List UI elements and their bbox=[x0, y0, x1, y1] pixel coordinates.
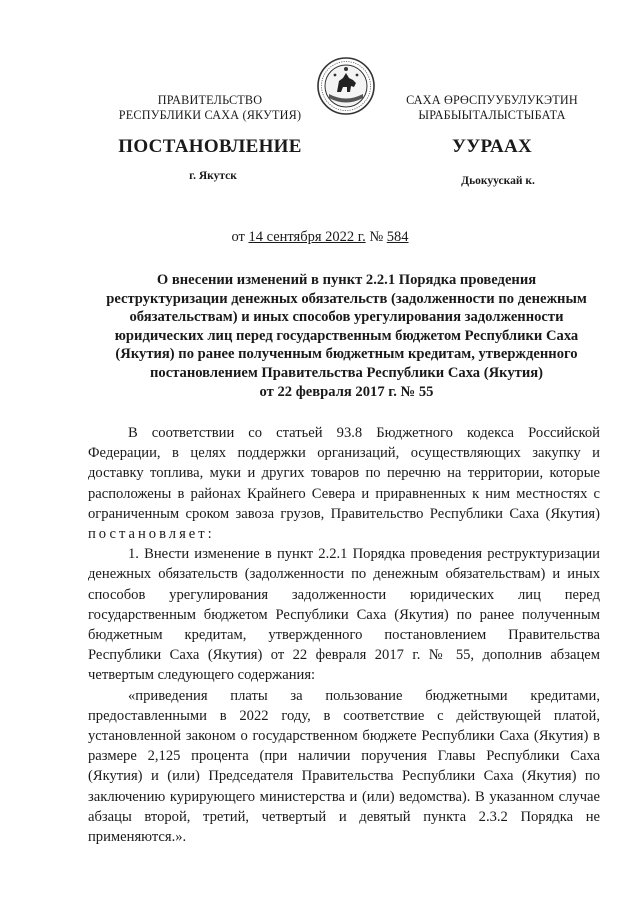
heading-line: юридических лиц перед государственным бюджетом Республики Саха bbox=[114, 327, 579, 344]
sakha-coat-of-arms-icon bbox=[316, 56, 376, 116]
dateline-prefix: от bbox=[231, 229, 245, 245]
header-right-line2: ЫРАБЫЫТАЛЫСТЫБАТА bbox=[418, 108, 566, 122]
header-right-line1: САХА ӨРӨСПУУБУЛУКЭТИН bbox=[406, 93, 578, 107]
inserted-text-paragraph: «приведения платы за пользование бюджетными кредитами, предоставленными в 2022 году, в соответствие с действующей платой, установленной законом о государственном бюджете Республики Саха (Якутия) в размере 2,125 процента (при наличии поручения Главы Республики Саха (Якутия) и (или) Председателя Правительства Республики Саха (Якутия) по заключению курирующего министерства и (или) ведомства). В указанном случае абзацы второй, третий, четвертый и девятый пункта 2.3.2 Порядка не применяются.». bbox=[88, 687, 600, 846]
decree-body bbox=[88, 423, 600, 847]
heading-line: О внесении изменений в пункт 2.2.1 Порядка проведения bbox=[156, 272, 537, 288]
decree-dateline bbox=[0, 229, 640, 246]
header-right bbox=[372, 93, 612, 123]
header-left-line2: РЕСПУБЛИКИ САХА (ЯКУТИЯ) bbox=[118, 108, 302, 122]
heading-line: обязательствам) и иных способов урегулирования задолженности bbox=[129, 309, 564, 326]
heading-line: реструктуризации денежных обязательств (задолженности по денежным bbox=[106, 290, 587, 307]
city-sah: Дьокуускай к. bbox=[461, 175, 535, 187]
number-sign: № bbox=[369, 229, 384, 245]
preamble-text: В соответствии со статьей 93.8 Бюджетного кодекса Российской Федерации, в целях поддержки организаций, осуществляющих закупку и доставку топлива, муки и других товаров по перечню на территории, которые расположены в районах Крайнего Севера и приравненных к ним местностях с ограниченным сроком завоза грузов, Правительство Республики Саха (Якутия) bbox=[88, 425, 600, 522]
resolves-keyword: постановляет: bbox=[88, 526, 215, 543]
preamble-paragraph bbox=[88, 423, 600, 544]
decree-date: 14 сентября 2022 г. bbox=[248, 229, 366, 245]
header-left bbox=[95, 93, 325, 123]
header-left-line1: ПРАВИТЕЛЬСТВО bbox=[157, 93, 263, 107]
decree-number: 584 bbox=[386, 229, 409, 245]
decree-heading bbox=[80, 271, 613, 401]
city-ru: г. Якутск bbox=[189, 170, 237, 182]
decree-title-sah: УУРААХ bbox=[451, 136, 533, 157]
heading-line: от 22 февраля 2017 г. № 55 bbox=[259, 383, 434, 400]
clause-1-paragraph: 1. Внести изменение в пункт 2.2.1 Порядка проведения реструктуризации денежных обязательств (задолженности по денежным обязательствам) и иных способов урегулирования задолженности юридических лиц перед государственным бюджетом Республики Саха (Якутия) по ранее полученным бюджетным кредитам, утвержденного постановлением Правительства Республики Саха (Якутия) от 22 февраля 2017 г. № 55, дополнив абзацем четвертым следующего содержания: bbox=[88, 546, 600, 684]
decree-title-ru: ПОСТАНОВЛЕНИЕ bbox=[118, 136, 302, 157]
heading-line: постановлением Правительства Республики Саха (Якутия) bbox=[150, 364, 543, 381]
heading-line: (Якутия) по ранее полученным бюджетным кредитам, утвержденного bbox=[115, 346, 578, 363]
